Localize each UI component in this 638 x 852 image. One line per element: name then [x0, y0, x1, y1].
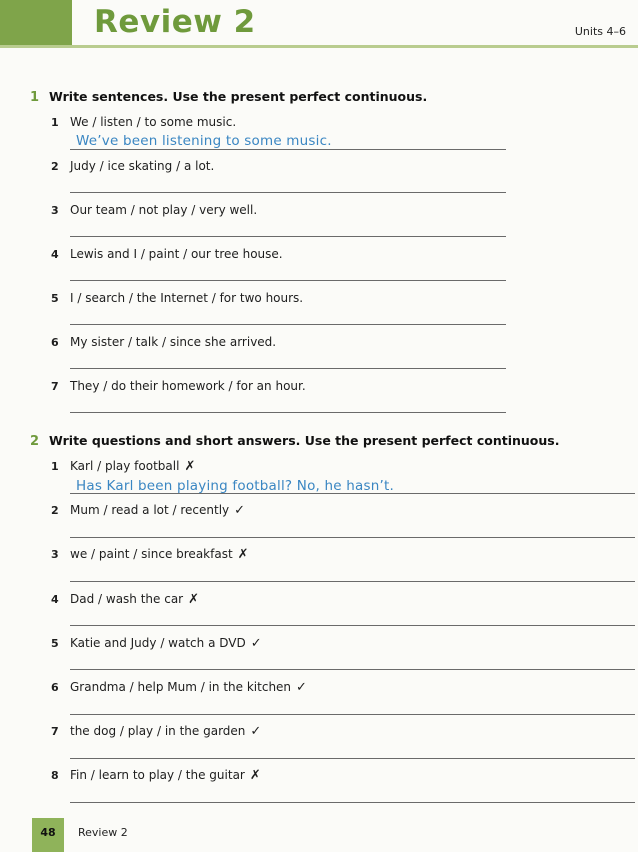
ex1-item-3: 3 Our team / not play / very well.: [51, 203, 258, 217]
ex2-item-4-prompt: Dad / wash the car: [70, 592, 184, 606]
check-mark-icon: ✓: [234, 503, 246, 518]
exercise-1-heading: [30, 89, 427, 105]
ex1-item-1: 1 We / listen / to some music.: [51, 115, 237, 129]
ex1-answer-line-7[interactable]: [70, 412, 506, 413]
ex1-item-6: 6 My sister / talk / since she arrived.: [51, 335, 277, 349]
ex2-item-7: 7 the dog / play / in the garden ✓: [51, 724, 262, 739]
footer-label: Review 2: [78, 826, 128, 839]
ex1-answer-line-3[interactable]: [70, 236, 506, 237]
ex2-answer-line-6[interactable]: [70, 714, 635, 715]
exercise-1-instruction: Write sentences. Use the present perfect continuous.: [49, 89, 428, 104]
check-mark-icon: ✓: [296, 680, 307, 695]
ex2-answer-line-5[interactable]: [70, 669, 635, 670]
ex1-answer-line-6[interactable]: [70, 368, 506, 369]
ex2-item-1-prompt: Karl / play football: [70, 459, 180, 473]
exercise-2-number: 2: [30, 434, 40, 449]
ex1-item-4: 4 Lewis and I / paint / our tree house.: [51, 247, 283, 261]
page-title: Review 2: [94, 4, 256, 40]
ex1-item-2-prompt: Judy / ice skating / a lot.: [70, 159, 215, 173]
exercise-2-instruction: Write questions and short answers. Use the present perfect continuous.: [49, 433, 560, 448]
exercise-1-number: 1: [30, 90, 40, 105]
ex2-answer-line-1[interactable]: [70, 493, 635, 494]
ex2-answer-line-2[interactable]: [70, 537, 635, 538]
ex2-item-7-prompt: the dog / play / in the garden: [70, 724, 246, 738]
ex1-item-7-prompt: They / do their homework / for an hour.: [70, 379, 306, 393]
ex2-example-answer: Has Karl been playing football? No, he hasn’t.: [76, 478, 394, 494]
ex1-example-answer: We’ve been listening to some music.: [76, 133, 332, 149]
ex1-item-4-prompt: Lewis and I / paint / our tree house.: [70, 247, 283, 261]
ex1-item-2: 2 Judy / ice skating / a lot.: [51, 159, 215, 173]
cross-mark-icon: ✗: [249, 768, 261, 783]
ex1-answer-line-2[interactable]: [70, 192, 506, 193]
ex1-answer-line-1[interactable]: [70, 149, 506, 150]
ex1-item-7: 7 They / do their homework / for an hour.: [51, 379, 306, 393]
ex2-item-2-prompt: Mum / read a lot / recently: [70, 503, 230, 517]
ex2-item-4: 4 Dad / wash the car ✗: [51, 592, 200, 607]
cross-mark-icon: ✗: [188, 592, 200, 607]
exercise-2-heading: [30, 433, 559, 449]
header-color-band: [0, 0, 72, 48]
ex2-item-2: 2 Mum / read a lot / recently ✓: [51, 503, 246, 518]
cross-mark-icon: ✗: [237, 547, 249, 562]
ex2-answer-line-3[interactable]: [70, 581, 635, 582]
check-mark-icon: ✓: [250, 636, 262, 651]
ex2-item-8: 8 Fin / learn to play / the guitar ✗: [51, 768, 261, 783]
ex2-answer-line-4[interactable]: [70, 625, 635, 626]
ex2-item-8-prompt: Fin / learn to play / the guitar: [70, 768, 245, 782]
header-rule: [0, 45, 638, 48]
ex1-item-5-prompt: I / search / the Internet / for two hours.: [70, 291, 304, 305]
ex2-item-3: 3 we / paint / since breakfast ✗: [51, 547, 249, 562]
ex2-item-3-prompt: we / paint / since breakfast: [70, 547, 233, 561]
ex1-item-1-prompt: We / listen / to some music.: [70, 115, 237, 129]
units-label: Units 4–6: [574, 25, 626, 38]
ex2-item-6-prompt: Grandma / help Mum / in the kitchen: [70, 680, 292, 694]
cross-mark-icon: ✗: [184, 459, 196, 474]
ex2-answer-line-7[interactable]: [70, 758, 635, 759]
ex2-item-1: 1 Karl / play football ✗: [51, 459, 196, 474]
ex2-item-6: 6 Grandma / help Mum / in the kitchen ✓: [51, 680, 307, 695]
ex1-item-3-prompt: Our team / not play / very well.: [70, 203, 258, 217]
ex1-answer-line-4[interactable]: [70, 280, 506, 281]
ex2-item-5: 5 Katie and Judy / watch a DVD ✓: [51, 636, 262, 651]
ex2-item-5-prompt: Katie and Judy / watch a DVD: [70, 636, 246, 650]
check-mark-icon: ✓: [250, 724, 262, 739]
ex2-answer-line-8[interactable]: [70, 802, 635, 803]
page-number: 48: [40, 826, 56, 839]
ex1-item-5: 5 I / search / the Internet / for two hours.: [51, 291, 304, 305]
ex1-answer-line-5[interactable]: [70, 324, 506, 325]
ex1-item-6-prompt: My sister / talk / since she arrived.: [70, 335, 277, 349]
